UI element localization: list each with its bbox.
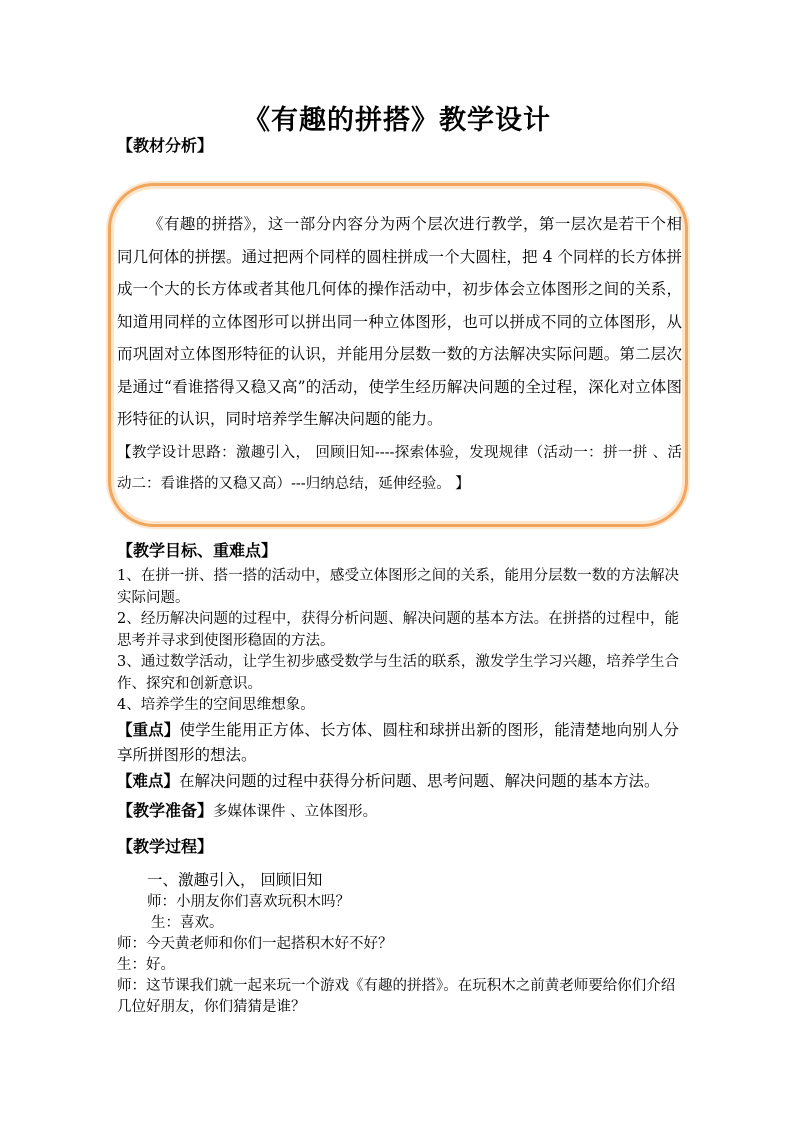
key-point-label: 【重点】 <box>117 719 180 739</box>
key-point-text: 使学生能用正方体、长方体、圆柱和球拼出新的图形，能清楚地向别人分享所拼图形的想法。 <box>117 720 679 764</box>
page-title: 《有趣的拼搭》教学设计 <box>243 105 551 136</box>
goal-item: 4、培养学生的空间思维想象。 <box>117 697 315 713</box>
difficult-point <box>117 768 679 794</box>
material-analysis-paragraph: 《有趣的拼搭》，这一部分内容分为两个层次进行教学，第一层次是若干个相同几何体的拼摆。通过把两个同样的圆柱拼成一个大圆柱，把 4 个同样的长方体拼成一个大的长方体或者其他几何体的操作活动中，初步体会立体图形之间的关系，知道用同样的立体图形可以拼出同一种立体图形，也可以拼成不同的立体图形，从而巩固对立体图形特征的认识，并能用分层数一数的方法解决实际问题。第二层次是通过“看谁搭得又稳又高”的活动，使学生经历解决问题的全过程，深化对立体图形特征的认识，同时培养学生解决问题的能力。 <box>117 215 682 428</box>
difficult-point-label: 【难点】 <box>117 770 180 790</box>
prep-text: 多媒体课件 、立体图形。 <box>213 804 378 820</box>
goal-item: 3、通过数学活动，让学生初步感受数学与生活的联系，激发学生学习兴趣，培养学生合作、探究和创新意识。 <box>117 654 679 692</box>
dialogue-line: 生：喜欢。 <box>151 915 224 931</box>
dialogue-line: 师：今天黄老师和你们一起搭积木好不好？ <box>117 936 393 952</box>
dialogue-line: 师：这节课我们就一起来玩一个游戏《有趣的拼搭》。在玩积木之前黄老师要给你们介绍几位好朋友，你们猜猜是谁？ <box>117 978 676 1015</box>
teaching-prep <box>117 798 377 821</box>
process-heading: 【教学过程】 <box>117 837 214 856</box>
dialogue-line: 师：小朋友你们喜欢玩积木吗？ <box>147 894 350 910</box>
material-analysis-heading: 【教材分析】 <box>117 136 214 155</box>
prep-label: 【教学准备】 <box>117 801 214 820</box>
teaching-process <box>117 868 679 1018</box>
goals-heading: 【教学目标、重难点】 <box>117 541 278 560</box>
key-point <box>117 717 679 768</box>
dialogue-line: 生：好。 <box>117 957 175 973</box>
goal-item: 1、在拼一拼、搭一搭的活动中，感受立体图形之间的关系，能用分层数一数的方法解决实际问题。 <box>117 568 679 606</box>
goal-item: 2、经历解决问题的过程中，获得分析问题、解决问题的基本方法。在拼搭的过程中，能思考并寻求到使图形稳固的方法。 <box>117 611 679 649</box>
process-step-title: 一、激趣引入， 回顾旧知 <box>147 871 323 889</box>
material-analysis-box <box>117 208 682 500</box>
goals-section <box>117 566 679 794</box>
design-idea-note: 【教学设计思路：激趣引入， 回顾旧知----探索体验，发现规律（活动一：拼一拼 、活动二：看谁搭的又稳又高）---归纳总结，延伸经验。 】 <box>117 444 682 492</box>
difficult-point-text: 在解决问题的过程中获得分析问题、思考问题、解决问题的基本方法。 <box>179 771 660 790</box>
